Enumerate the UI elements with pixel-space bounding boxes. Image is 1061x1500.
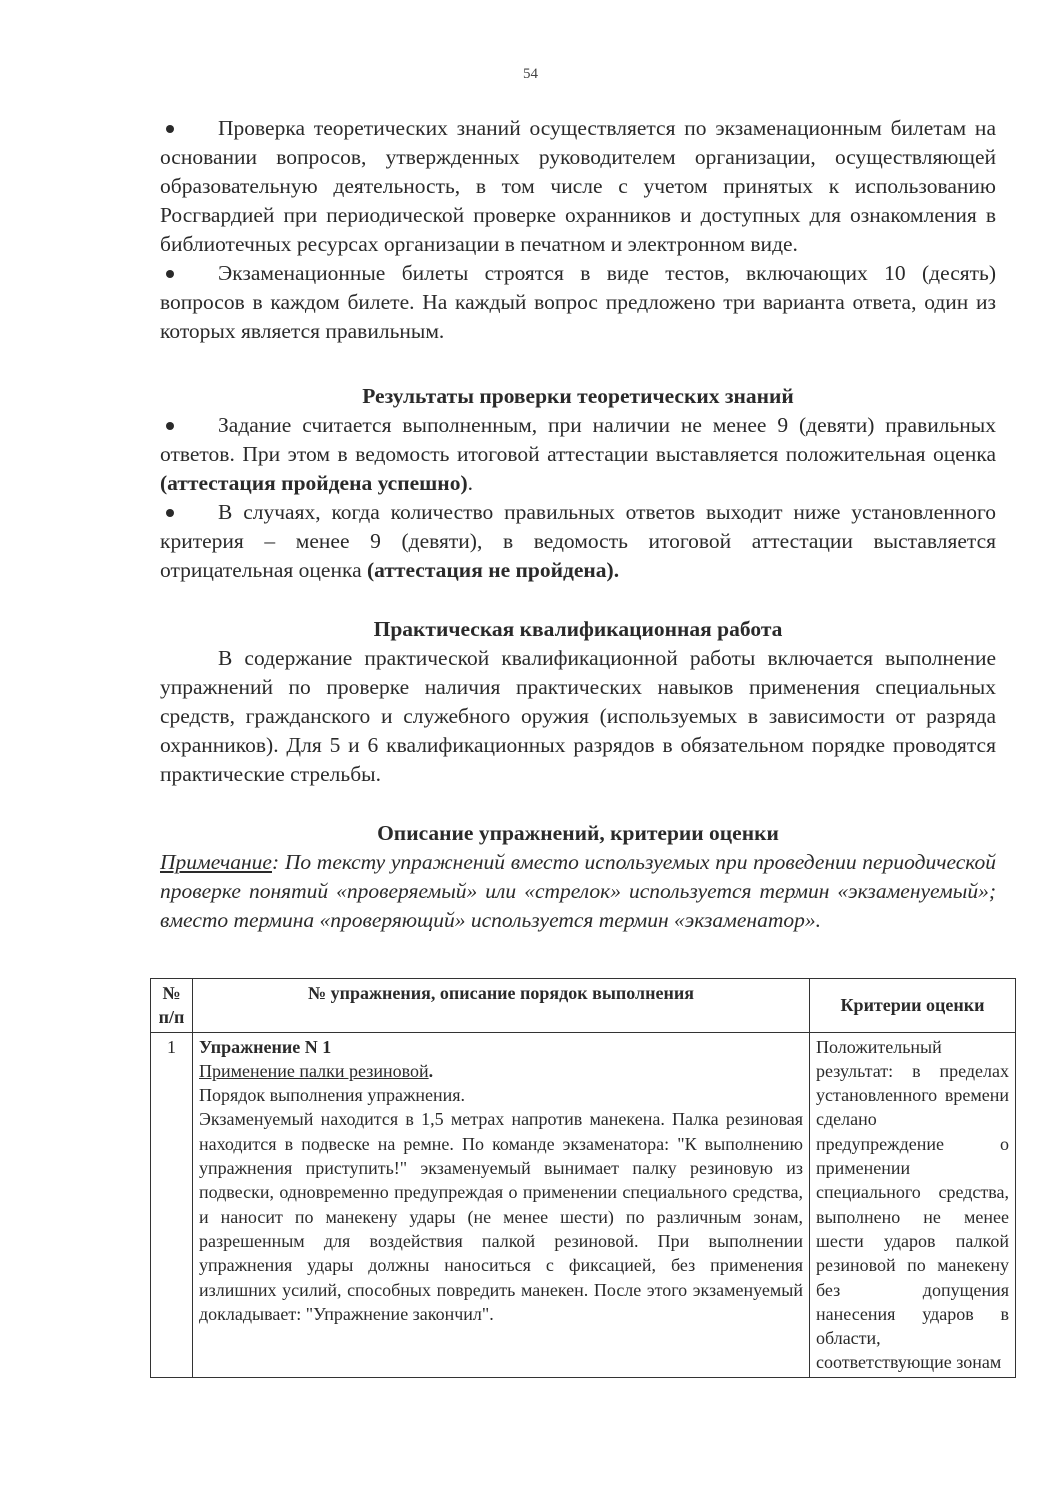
header-description: № упражнения, описание порядок выполнения xyxy=(193,979,810,1033)
heading-theory-results: Результаты проверки теоретических знаний xyxy=(362,384,794,408)
exercise-criteria: Положительный результат: в пределах установленного времени сделано предупреждение о применении специального средства, выполнено не менее шести ударов палкой резиновой по манекену без допущения нанесения ударов в области, соответствующие зонам xyxy=(810,1032,1016,1377)
header-num: № п/п xyxy=(151,979,193,1033)
header-criteria: Критерии оценки xyxy=(810,979,1016,1033)
table-row xyxy=(151,1032,1016,1377)
heading-practical-work: Практическая квалификационная работа xyxy=(373,617,783,641)
bullet-dot xyxy=(166,422,174,430)
exercises-table xyxy=(150,978,1016,1378)
bullet-result-pass: Задание считается выполненным, при наличии не менее 9 (девяти) правильных ответов. При этом в ведомость итоговой аттестации выставляется положительная оценка (аттестация пройдена успешно). xyxy=(160,413,996,495)
practical-paragraph: В содержание практической квалификационной работы включается выполнение упражнений по проверке наличия практических навыков применения специальных средств, гражданского и служебного оружия (используемых в зависимости от разряда охранников). Для 5 и 6 квалификационных разрядов в обязательном порядке проводятся практические стрельбы. xyxy=(160,646,996,786)
exercise-description xyxy=(193,1032,810,1377)
bullet-dot xyxy=(166,270,174,278)
note-paragraph: Примечание: По тексту упражнений вместо используемых при проведении периодической проверке понятий «проверяемый» или «стрелок» используется термин «экзаменуемый»; вместо термина «проверяющий» используется термин «экзаменатор». xyxy=(160,850,996,932)
note-label: Примечание xyxy=(160,850,272,874)
row-number: 1 xyxy=(151,1032,193,1377)
exercise-title: Упражнение N 1 xyxy=(199,1036,332,1057)
document-body xyxy=(160,114,996,935)
heading-exercises: Описание упражнений, критерии оценки xyxy=(377,821,779,845)
bullet-exam-tickets: Экзаменационные билеты строятся в виде тестов, включающих 10 (десять) вопросов в каждом билете. На каждый вопрос предложено три варианта ответа, один из которых является правильным. xyxy=(160,261,996,343)
exercise-order-label: Порядок выполнения упражнения. xyxy=(199,1085,466,1106)
bullet-theory-check: Проверка теоретических знаний осуществляется по экзаменационным билетам на основании вопросов, утвержденных руководителем организации, осуществляющей образовательную деятельность, в том числе с учетом принятых к использованию Росгвардией при периодической проверке охранников и доступных для ознакомления в библиотечных ресурсах организации в печатном и электронном виде. xyxy=(160,116,996,256)
bullet-dot xyxy=(166,125,174,133)
table-header-row xyxy=(151,979,1016,1033)
page-number: 54 xyxy=(523,66,538,82)
exercise-subtitle: Применение палки резиновой. xyxy=(199,1060,434,1081)
exercise-body: Экзаменуемый находится в 1,5 метрах напротив манекена. Палка резиновая находится в подвеске на ремне. По команде экзаменатора: "К выполнению упражнения приступить!" экзаменуемый вынимает палку резиновую из подвески, одновременно предупреждая о применении специального средства, и наносит по манекену удары (не менее шести) по различным зонам, разрешенным для воздействия палкой резиновой. При выполнении упражнения удары должны наноситься с фиксацией, без применения излишних усилий, способных повредить манекен. После этого экзаменуемый докладывает: "Упражнение закончил". xyxy=(199,1109,803,1324)
bullet-dot xyxy=(166,509,174,517)
bullet-result-fail: В случаях, когда количество правильных ответов выходит ниже установленного критерия – менее 9 (девяти), в ведомость итоговой аттестации выставляется отрицательная оценка (аттестация не пройдена). xyxy=(160,500,996,582)
